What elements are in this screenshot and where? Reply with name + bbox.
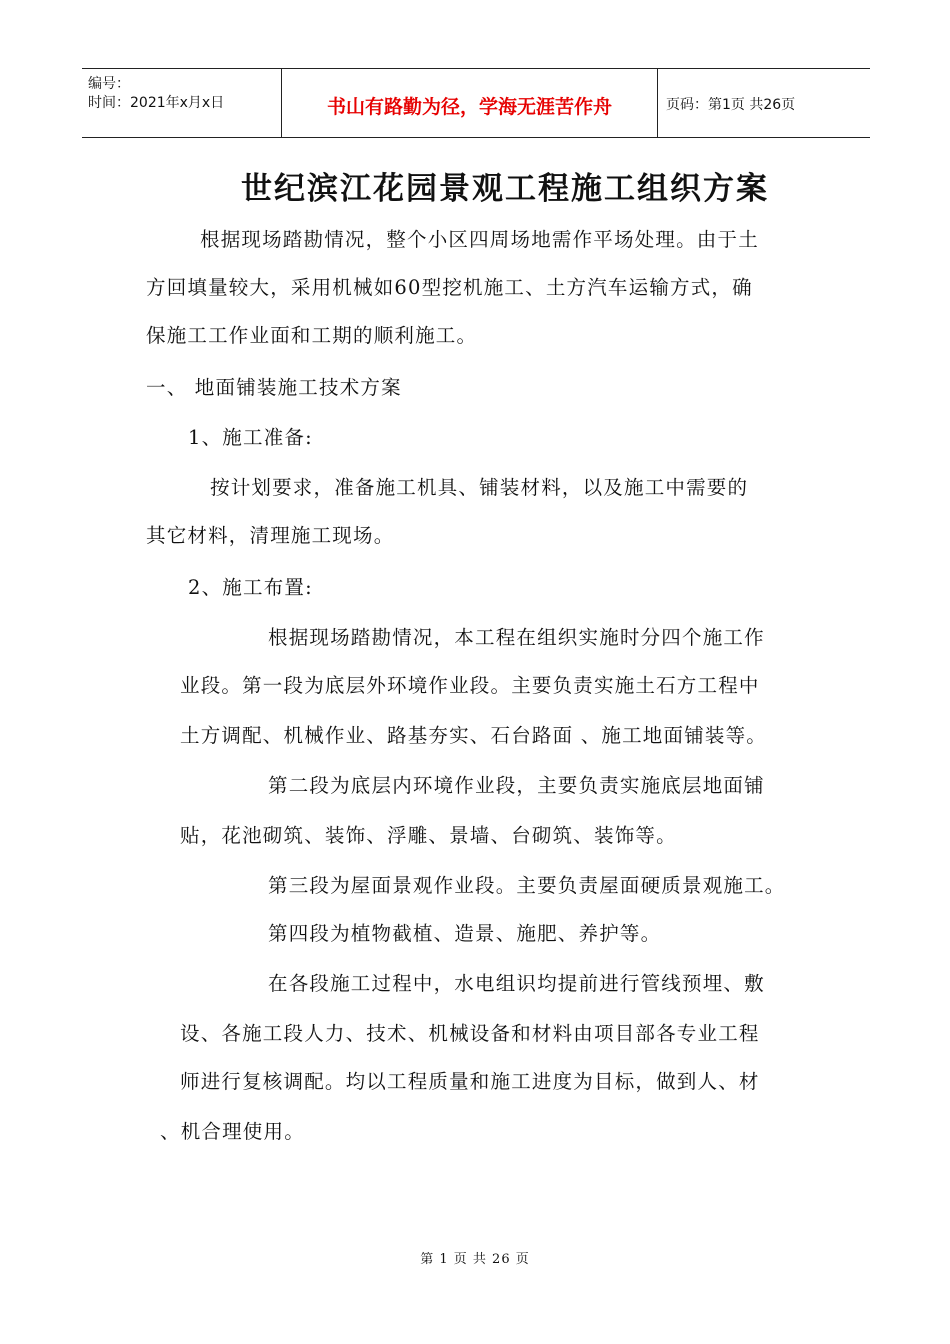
- paragraph-line: 设、各施工段人力、技术、机械设备和材料由项目部各专业工程: [180, 1022, 760, 1045]
- subsection-heading: 1、施工准备:: [188, 426, 313, 449]
- header-page-info: 页码：第1页 共26页: [666, 97, 796, 113]
- paragraph-line: 保施工工作业面和工期的顺利施工。: [146, 324, 478, 347]
- paragraph-line: 师进行复核调配。均以工程质量和施工进度为目标，做到人、材: [180, 1070, 760, 1093]
- paragraph-line: 根据现场踏勘情况，整个小区四周场地需作平场处理。由于土: [200, 228, 759, 251]
- number-label: 编号：: [88, 76, 130, 92]
- paragraph-line: 土方调配、机械作业、路基夯实、石台路面 、施工地面铺装等。: [180, 724, 767, 747]
- page-footer: 第 1 页 共 26 页: [420, 1252, 530, 1267]
- time-label: 时间：2021年x月x日: [88, 95, 225, 111]
- paragraph-line: 根据现场踏勘情况，本工程在组织实施时分四个施工作: [268, 626, 765, 649]
- paragraph-line: 第四段为植物截植、造景、施肥、养护等。: [268, 922, 662, 945]
- header-meta-cell: [82, 69, 282, 137]
- paragraph-line: 其它材料，清理施工现场。: [146, 524, 395, 547]
- paragraph-line: 第二段为底层内环境作业段，主要负责实施底层地面铺: [268, 774, 765, 797]
- document-title: 世纪滨江花园景观工程施工组织方案: [241, 171, 769, 207]
- subsection-heading: 2、施工布置:: [188, 576, 313, 599]
- paragraph-line: 按计划要求，准备施工机具、铺装材料，以及施工中需要的: [210, 476, 749, 499]
- paragraph-line: 、机合理使用。: [160, 1120, 305, 1143]
- paragraph-line: 第三段为屋面景观作业段。主要负责屋面硬质景观施工。: [268, 874, 786, 897]
- paragraph-line: 贴，花池砌筑、装饰、浮雕、景墙、台砌筑、装饰等。: [180, 824, 677, 847]
- header-motto: 书山有路勤为径，学海无涯苦作舟: [282, 69, 658, 137]
- section-heading: 一、 地面铺装施工技术方案: [146, 376, 402, 399]
- paragraph-line: 方回填量较大，采用机械如60型挖机施工、土方汽车运输方式，确: [146, 276, 753, 299]
- paragraph-line: 业段。第一段为底层外环境作业段。主要负责实施土石方工程中: [180, 674, 760, 697]
- document-header: [82, 68, 870, 138]
- paragraph-line: 在各段施工过程中，水电组识均提前进行管线预埋、敷: [268, 972, 765, 995]
